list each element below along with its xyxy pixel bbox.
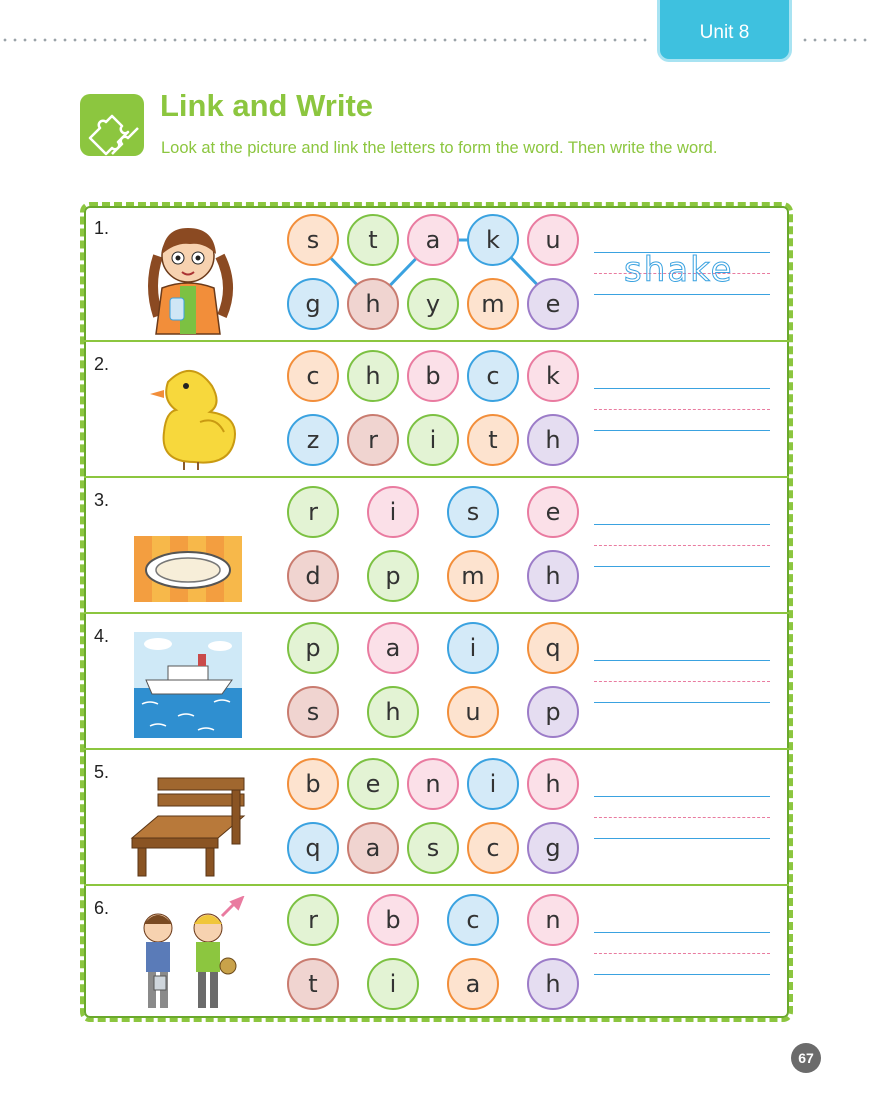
letter-bubbles xyxy=(284,342,584,478)
row-number: 3. xyxy=(94,490,110,510)
letter-bubble[interactable]: i xyxy=(407,414,459,466)
dish-on-tablecloth-picture xyxy=(128,488,248,608)
letter-bubble[interactable]: h xyxy=(367,686,419,738)
activity-instructions: Look at the picture and link the letters to form the word. Then write the word. xyxy=(161,139,718,157)
ship-at-sea-picture xyxy=(128,624,248,744)
answer-writing-area[interactable] xyxy=(594,244,770,294)
girl-shaking-bottle-picture xyxy=(128,216,248,336)
letter-bubble[interactable]: t xyxy=(347,214,399,266)
example-answer: shake xyxy=(624,250,734,290)
letter-bubble[interactable]: i xyxy=(447,622,499,674)
letter-bubble[interactable]: g xyxy=(287,278,339,330)
letter-bubble[interactable]: u xyxy=(447,686,499,738)
letter-bubble[interactable]: a xyxy=(367,622,419,674)
exercise-row-4 xyxy=(84,614,789,750)
letter-bubble[interactable]: h xyxy=(527,550,579,602)
letter-bubble[interactable]: p xyxy=(287,622,339,674)
exercise-row-6 xyxy=(84,886,789,1022)
letter-bubble[interactable]: a xyxy=(447,958,499,1010)
letter-bubble[interactable]: m xyxy=(447,550,499,602)
answer-writing-area[interactable] xyxy=(594,924,770,974)
letter-bubble[interactable]: h xyxy=(347,350,399,402)
letter-bubble[interactable]: i xyxy=(367,958,419,1010)
yellow-chick-picture xyxy=(128,352,248,472)
wooden-bench-picture xyxy=(128,760,248,880)
letter-bubble[interactable]: r xyxy=(287,894,339,946)
letter-bubble[interactable]: z xyxy=(287,414,339,466)
letter-bubble[interactable]: k xyxy=(527,350,579,402)
activity-title: Link and Write xyxy=(160,88,374,123)
puzzle-icon xyxy=(80,94,144,156)
letter-bubble[interactable]: k xyxy=(467,214,519,266)
answer-writing-area[interactable] xyxy=(594,788,770,838)
letter-bubble[interactable]: r xyxy=(347,414,399,466)
letter-bubble[interactable]: s xyxy=(287,214,339,266)
letter-bubble[interactable]: e xyxy=(527,278,579,330)
row-number: 5. xyxy=(94,762,110,782)
letter-bubble[interactable]: g xyxy=(527,822,579,874)
row-number: 6. xyxy=(94,898,110,918)
letter-bubble[interactable]: t xyxy=(467,414,519,466)
dotted-divider-left xyxy=(0,38,650,42)
letter-bubble[interactable]: h xyxy=(527,758,579,810)
letter-bubble[interactable]: h xyxy=(347,278,399,330)
row-number: 2. xyxy=(94,354,110,374)
letter-bubble[interactable]: s xyxy=(287,686,339,738)
letter-bubble[interactable]: m xyxy=(467,278,519,330)
letter-bubbles xyxy=(284,750,584,886)
page-number: 67 xyxy=(791,1043,821,1073)
letter-bubble[interactable]: s xyxy=(407,822,459,874)
letter-bubble[interactable]: c xyxy=(467,822,519,874)
letter-bubble[interactable]: n xyxy=(407,758,459,810)
dotted-divider-right xyxy=(800,38,873,42)
letter-bubble[interactable]: u xyxy=(527,214,579,266)
letter-bubble[interactable]: r xyxy=(287,486,339,538)
exercise-panel xyxy=(80,202,793,1022)
letter-bubble[interactable]: t xyxy=(287,958,339,1010)
poor-and-rich-boys-picture xyxy=(128,896,248,1016)
letter-bubble[interactable]: i xyxy=(367,486,419,538)
letter-bubble[interactable]: b xyxy=(287,758,339,810)
letter-bubble[interactable]: c xyxy=(467,350,519,402)
row-number: 4. xyxy=(94,626,110,646)
letter-bubbles xyxy=(284,886,584,1022)
letter-bubble[interactable]: d xyxy=(287,550,339,602)
letter-bubble[interactable]: b xyxy=(407,350,459,402)
answer-writing-area[interactable] xyxy=(594,380,770,430)
exercise-row-2 xyxy=(84,342,789,478)
unit-tab: Unit 8 xyxy=(657,0,792,62)
letter-bubble[interactable]: c xyxy=(287,350,339,402)
answer-writing-area[interactable] xyxy=(594,516,770,566)
letter-bubbles xyxy=(284,206,584,342)
letter-bubble[interactable]: b xyxy=(367,894,419,946)
letter-bubbles xyxy=(284,614,584,750)
exercise-row-5 xyxy=(84,750,789,886)
letter-bubble[interactable]: e xyxy=(527,486,579,538)
letter-bubble[interactable]: h xyxy=(527,414,579,466)
letter-bubble[interactable]: p xyxy=(527,686,579,738)
exercise-row-3 xyxy=(84,478,789,614)
letter-bubble[interactable]: q xyxy=(287,822,339,874)
letter-bubble[interactable]: e xyxy=(347,758,399,810)
letter-bubble[interactable]: p xyxy=(367,550,419,602)
letter-bubble[interactable]: q xyxy=(527,622,579,674)
exercise-row-1 xyxy=(84,206,789,342)
letter-bubble[interactable]: n xyxy=(527,894,579,946)
letter-bubble[interactable]: h xyxy=(527,958,579,1010)
row-number: 1. xyxy=(94,218,110,238)
answer-writing-area[interactable] xyxy=(594,652,770,702)
letter-bubbles xyxy=(284,478,584,614)
letter-bubble[interactable]: a xyxy=(347,822,399,874)
letter-bubble[interactable]: a xyxy=(407,214,459,266)
letter-bubble[interactable]: c xyxy=(447,894,499,946)
letter-bubble[interactable]: i xyxy=(467,758,519,810)
letter-bubble[interactable]: s xyxy=(447,486,499,538)
letter-bubble[interactable]: y xyxy=(407,278,459,330)
